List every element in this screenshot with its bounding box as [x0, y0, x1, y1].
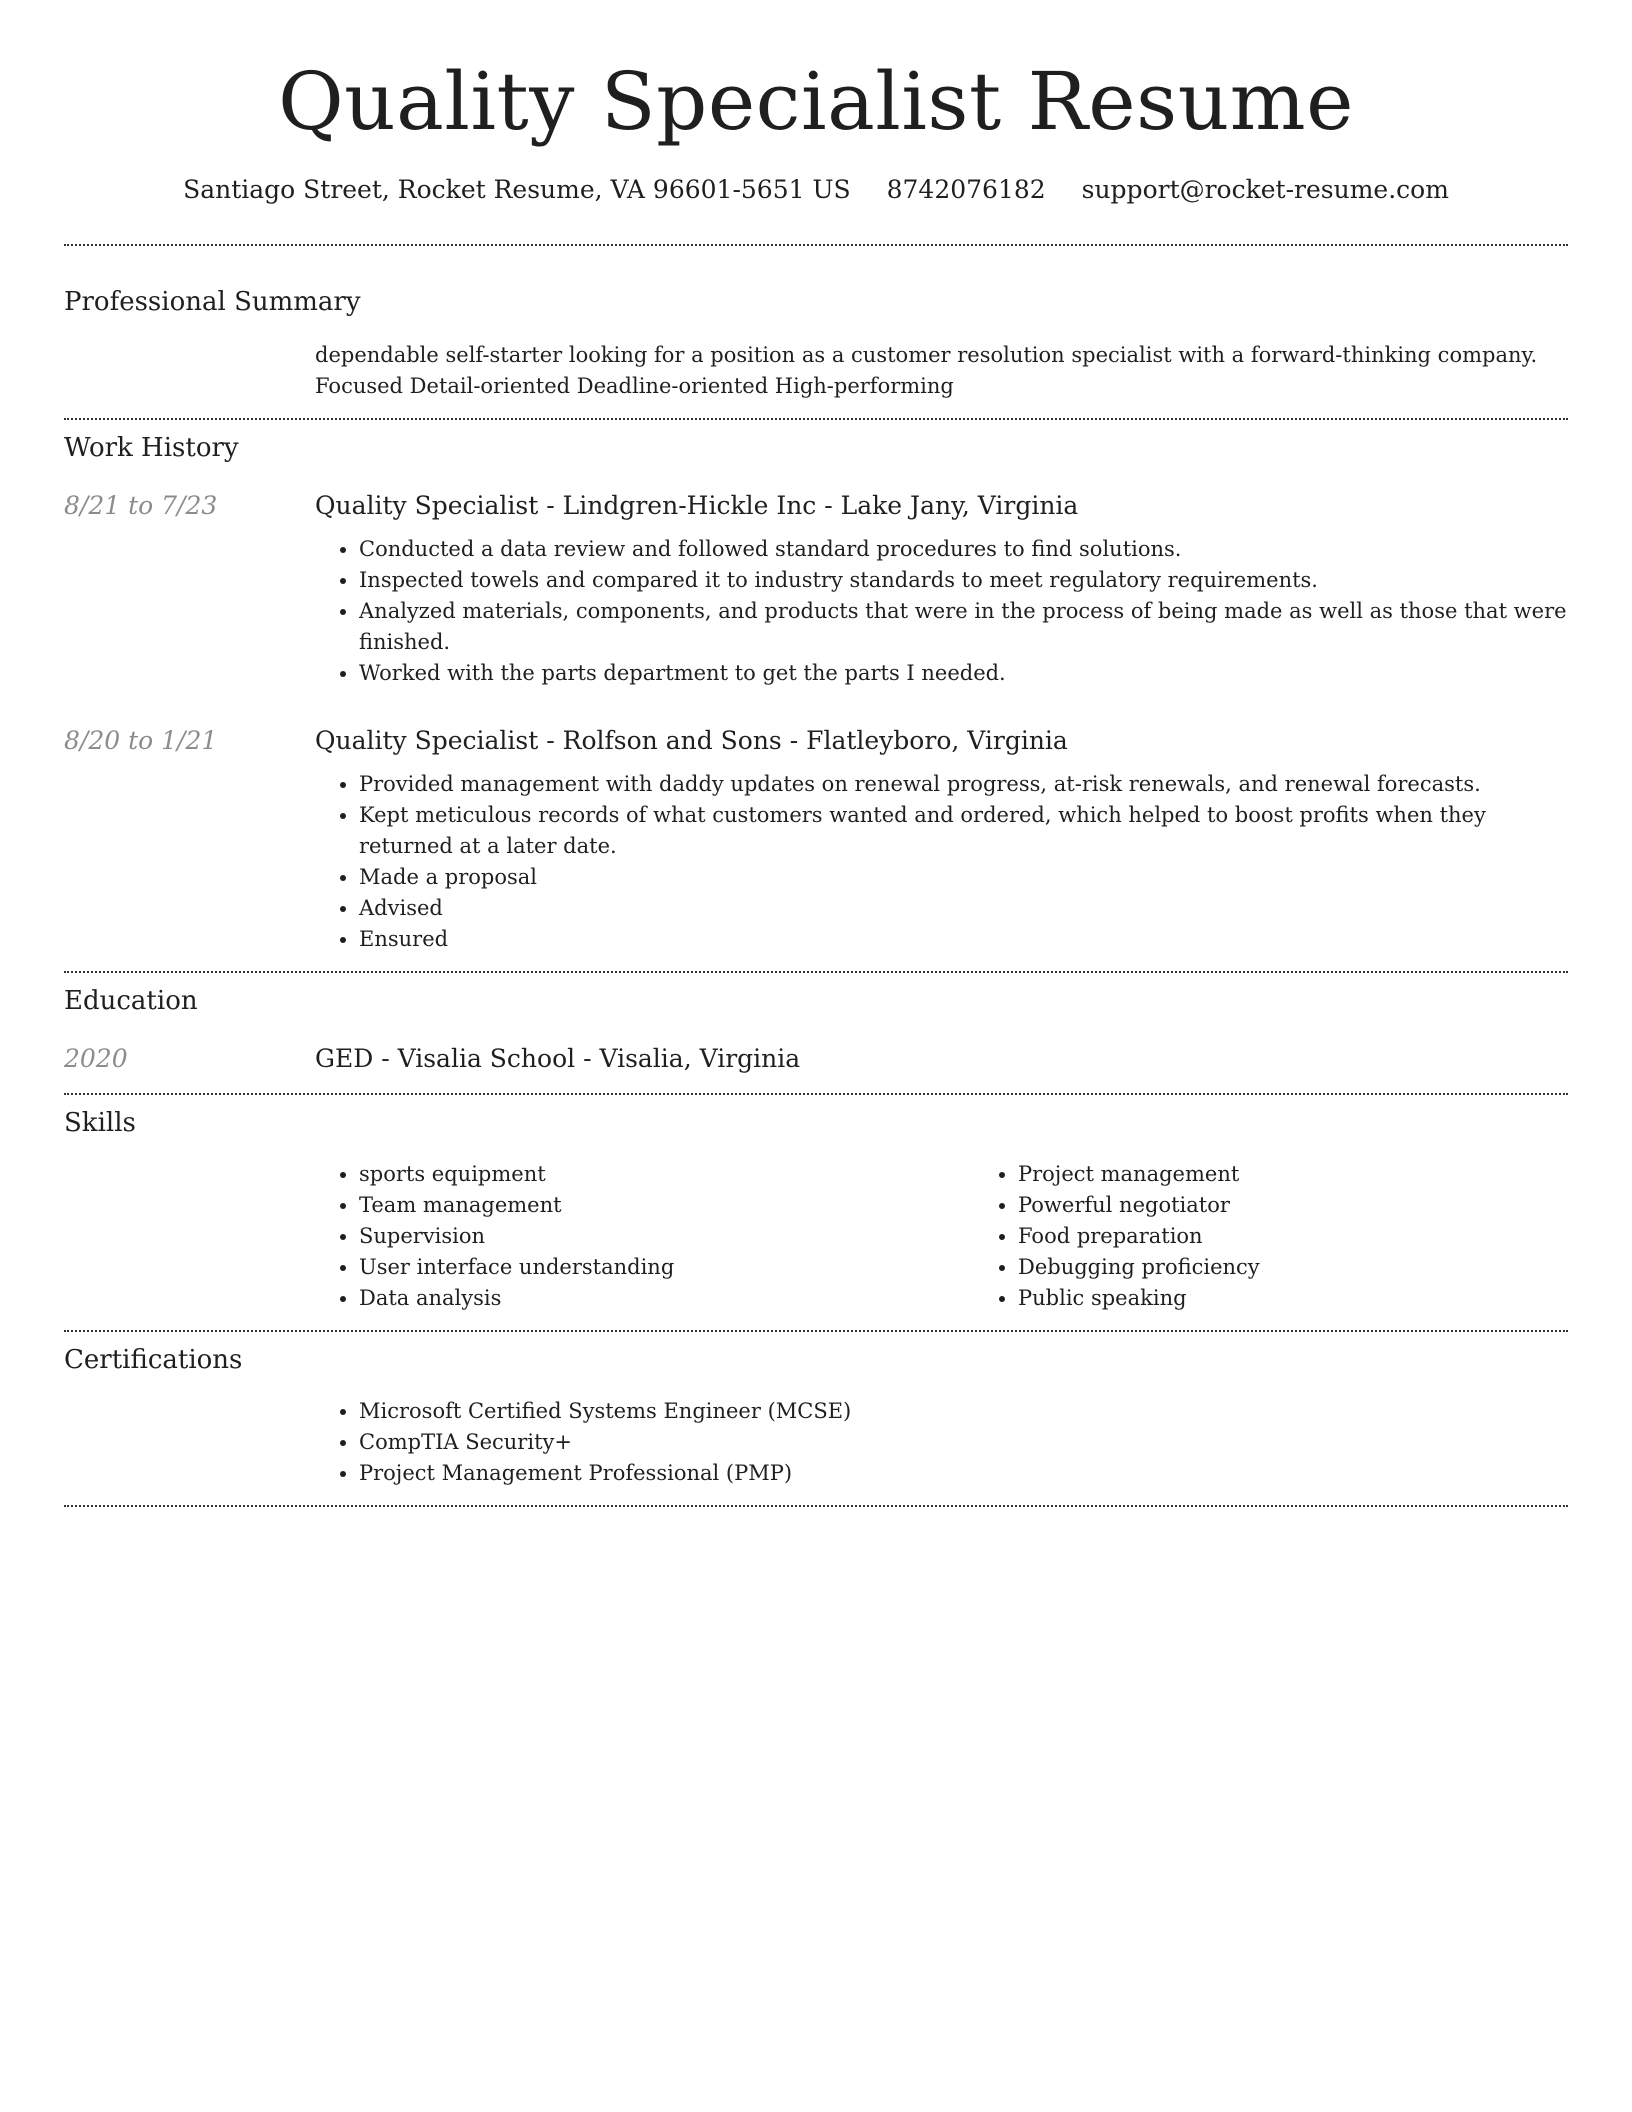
contact-email: support@rocket-resume.com — [1081, 175, 1449, 204]
list-item: • Public speaking — [1018, 1283, 1632, 1314]
list-item: • Made a proposal — [359, 862, 1568, 893]
work-history-section — [64, 420, 1568, 955]
list-item: • Conducted a data review and followed standard procedures to find solutions. — [359, 534, 1568, 565]
list-item: • Food preparation — [1018, 1221, 1632, 1252]
list-item: • Provided management with daddy updates on renewal progress, at-risk renewals, and renewal forecasts. — [359, 769, 1568, 800]
list-item: • Kept meticulous records of what customers wanted and ordered, which helped to boost profits when they returned at a later date. — [359, 800, 1568, 862]
list-item: • sports equipment — [359, 1159, 974, 1190]
job-bullets — [315, 769, 1568, 955]
education-heading: Education — [64, 986, 198, 1016]
list-item: • Analyzed materials, components, and products that were in the process of being made as well as those that were finished. — [359, 596, 1568, 658]
job-entry — [64, 723, 1568, 955]
job-dates: 8/21 to 7/23 — [64, 491, 218, 520]
work-history-heading: Work History — [64, 433, 239, 463]
contact-line — [64, 172, 1568, 208]
summary-text — [315, 340, 1568, 402]
list-item: • Advised — [359, 893, 1568, 924]
list-item: • Powerful negotiator — [1018, 1190, 1632, 1221]
summary-heading: Professional Summary — [64, 287, 361, 317]
list-item: • Supervision — [359, 1221, 974, 1252]
job-bullets — [315, 534, 1568, 689]
skills-list — [974, 1159, 1632, 1314]
education-text: GED - Visalia School - Visalia, Virginia — [315, 1044, 801, 1073]
list-item: • CompTIA Security+ — [359, 1427, 1568, 1458]
list-item: • Data analysis — [359, 1283, 974, 1314]
list-item: • Project Management Professional (PMP) — [359, 1458, 1568, 1489]
divider — [64, 1505, 1568, 1507]
list-item: • Worked with the parts department to get the parts I needed. — [359, 658, 1568, 689]
resume-page — [64, 0, 1568, 1507]
list-item: • Ensured — [359, 924, 1568, 955]
summary-section — [64, 246, 1568, 402]
job-dates: 8/20 to 1/21 — [64, 726, 218, 755]
certifications-list — [315, 1396, 1568, 1489]
skills-columns — [315, 1159, 1632, 1314]
contact-phone: 8742076182 — [886, 175, 1046, 204]
list-item: • Inspected towels and compared it to industry standards to meet regulatory requirements. — [359, 565, 1568, 596]
skills-list — [315, 1159, 974, 1314]
summary-line: dependable self-starter looking for a position as a customer resolution specialist with a forward-thinking company. — [315, 343, 1538, 367]
job-title: Quality Specialist - Rolfson and Sons - Flatleyboro, Virginia — [315, 726, 1068, 755]
education-section — [64, 973, 1568, 1077]
certifications-section — [64, 1332, 1568, 1489]
list-item: • Microsoft Certified Systems Engineer (MCSE) — [359, 1396, 1568, 1427]
summary-line: Focused Detail-oriented Deadline-oriented High-performing — [315, 374, 954, 398]
skills-section — [64, 1095, 1568, 1314]
job-entry — [64, 488, 1568, 689]
list-item: • Project management — [1018, 1159, 1632, 1190]
list-item: • User interface understanding — [359, 1252, 974, 1283]
list-item: • Team management — [359, 1190, 974, 1221]
job-title: Quality Specialist - Lindgren-Hickle Inc - Lake Jany, Virginia — [315, 491, 1079, 520]
contact-address: Santiago Street, Rocket Resume, VA 96601-5651 US — [183, 175, 851, 204]
education-year: 2020 — [64, 1044, 128, 1073]
list-item: • Debugging proficiency — [1018, 1252, 1632, 1283]
certifications-heading: Certifications — [64, 1345, 243, 1375]
page-title: Quality Specialist Resume — [278, 55, 1354, 148]
skills-heading: Skills — [64, 1108, 136, 1138]
education-entry — [64, 1041, 1568, 1077]
